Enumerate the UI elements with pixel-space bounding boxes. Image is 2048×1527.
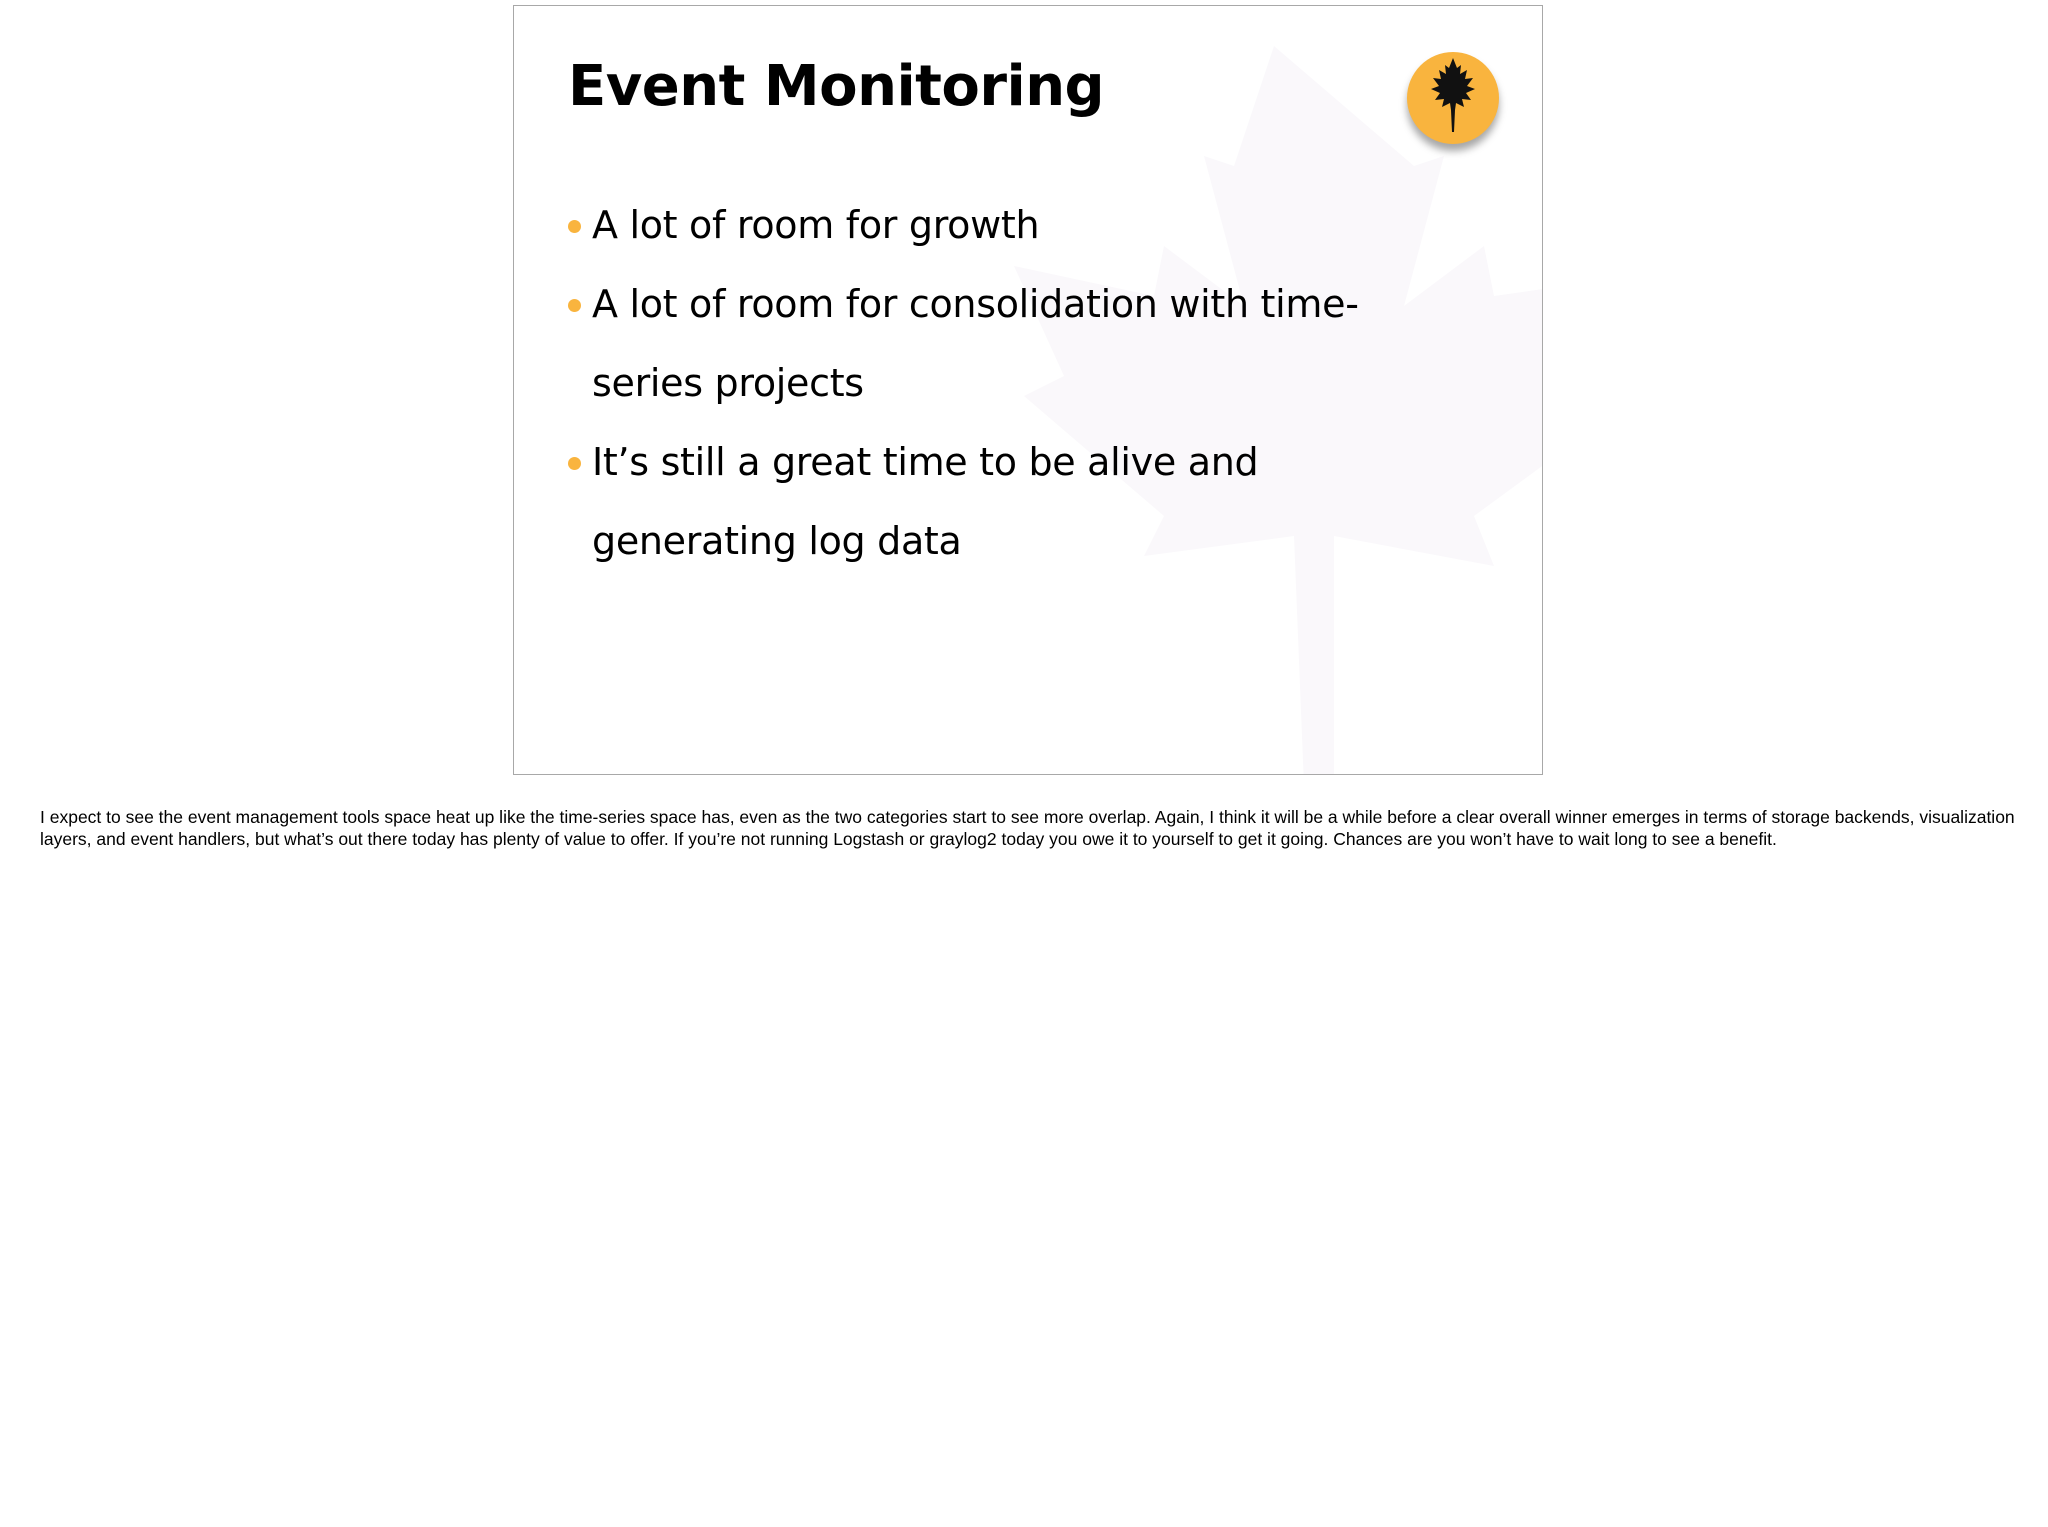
bullet-text: It’s still a great time to be alive and generating log data — [592, 440, 1259, 563]
bullet-text: A lot of room for growth — [592, 203, 1040, 247]
slide-title: Event Monitoring — [568, 54, 1105, 119]
bullet-dot-icon — [568, 220, 581, 233]
oak-leaf-icon — [1407, 52, 1499, 144]
bullet-dot-icon — [568, 457, 581, 470]
bullet-item — [568, 423, 1468, 581]
bullet-list — [568, 186, 1468, 581]
slide — [513, 5, 1543, 775]
bullet-item — [568, 265, 1468, 423]
bullet-text: A lot of room for consolidation with time-series projects — [592, 282, 1359, 405]
speaker-notes: I expect to see the event management tools space heat up like the time-series space has, even as the two categories start to see more overlap. Again, I think it will be a while before a clear overall winner emerges in terms of storage backends, visualization layers, and event handlers, but what’s out there today has plenty of value to offer. If you’re not running Logstash or graylog2 today you owe it to yourself to get it going. Chances are you won’t have to wait long to see a benefit. — [40, 807, 2015, 849]
bullet-dot-icon — [568, 299, 581, 312]
bullet-item — [568, 186, 1468, 265]
